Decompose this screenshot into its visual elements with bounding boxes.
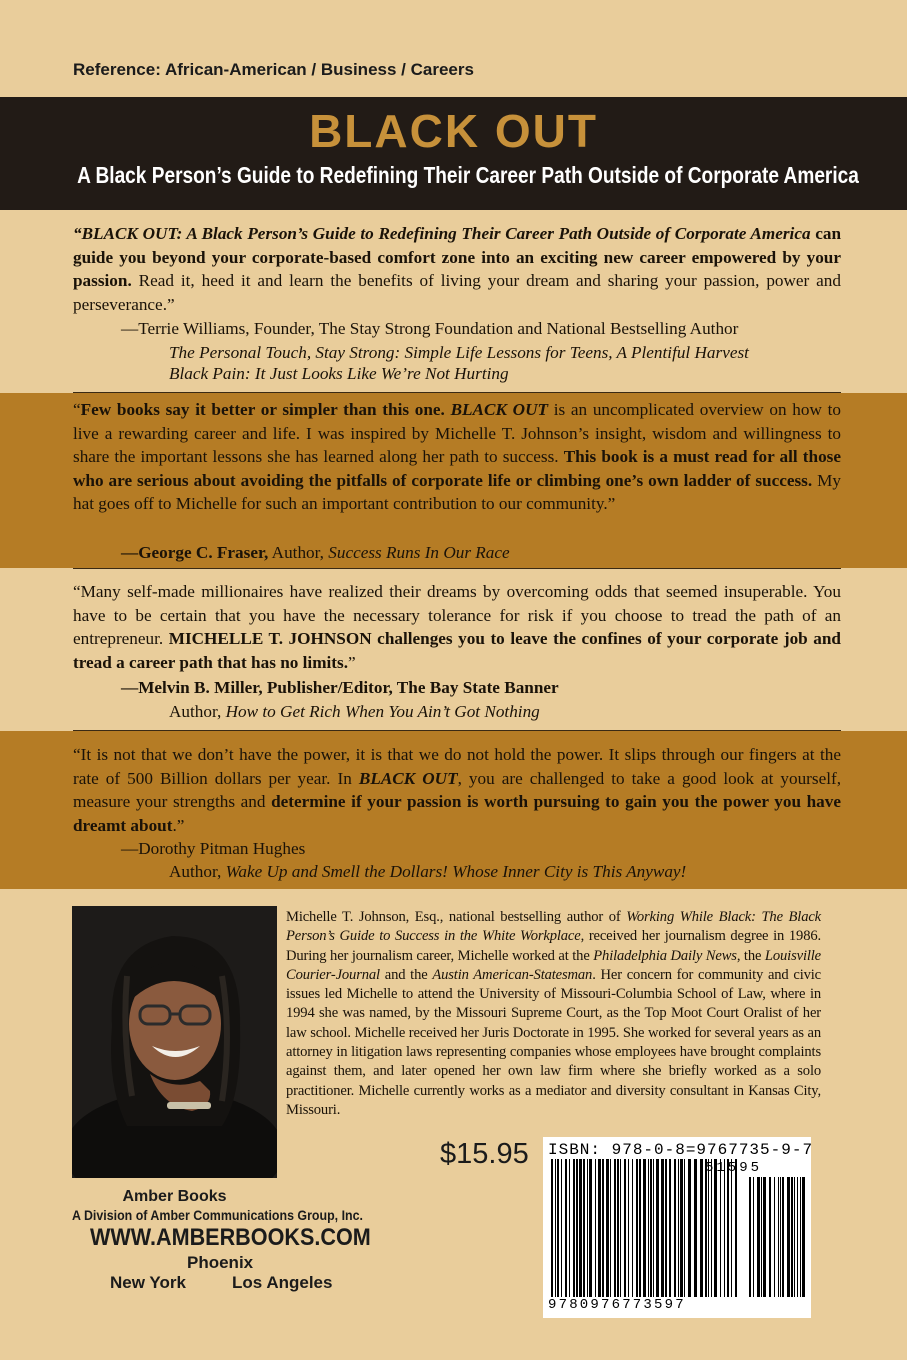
testimonial-1 — [73, 222, 841, 316]
quote2-mid: is an uncomplicated overview on how to live a rewarding career and life. I was inspired by Michelle T. Johnson’s insight, wisdom and willingness to share the important lessons she has learned along her path to success. — [73, 400, 841, 467]
bio-text: , received her journalism degree in 1986. During her journalism career, Michelle worked at the — [286, 928, 822, 964]
testimonial-3-attribution — [121, 676, 841, 700]
author-bio — [286, 908, 821, 1120]
testimonial-1-books-line2: Black Pain: It Just Looks Like We’re Not Hurting — [169, 364, 509, 383]
quote4-mid: , you are challenged to take a good look at yourself, measure your strengths and — [73, 768, 841, 812]
bio-name: Michelle T. Johnson, Esq. — [286, 909, 440, 925]
category-line: Reference: African-American / Business / Careers — [73, 60, 474, 79]
testimonial-1-attribution: —Terrie Williams, Founder, The Stay Strong Foundation and National Bestselling Author — [121, 319, 739, 338]
price: $15.95 — [440, 1138, 529, 1170]
bio-text: , the — [736, 947, 765, 964]
addon-number: 51595 — [705, 1160, 763, 1176]
quote1-bold: can guide you beyond your corporate-based comfort zone into an exciting new career empowered by your passion. — [73, 224, 842, 291]
publisher-division: A Division of Amber Communications Group, Inc. — [72, 1208, 363, 1223]
testimonial-2 — [73, 398, 841, 516]
quote3-text: “Many self-made millionaires have realized their dreams by overcoming odds that seemed insuperable. You have to be certain that you have the necessary tolerance for risk if you choose to tread the path of an entrepreneur. — [73, 582, 841, 649]
quote2-rest: My hat goes off to Michelle for such an important contribution to our community.” — [73, 470, 841, 514]
bio-paper: Philadelphia Daily News — [593, 947, 737, 964]
publisher-website[interactable]: WWW.AMBERBOOKS.COM — [90, 1224, 371, 1251]
quote4-bold: determine if your passion is worth pursuing to gain you the power you have dreamt about — [73, 792, 841, 835]
barcode-box — [543, 1137, 814, 1318]
quote4-close: .” — [172, 815, 185, 835]
testimonial-3 — [73, 580, 841, 674]
testimonial-2-attribution — [121, 541, 841, 565]
quote1-rest: Read it, heed it and learn the benefits of living your dream and sharing your passion, power and perseverance.” — [73, 271, 841, 314]
publisher-city-los-angeles: Los Angeles — [232, 1273, 333, 1292]
quote2-attr-role: Author, — [268, 543, 329, 562]
quote2-attr-name: —George C. Fraser, — [121, 543, 269, 562]
publisher-name: Amber Books — [122, 1188, 227, 1205]
quote3-bold: MICHELLE T. JOHNSON challenges you to leave the confines of your corporate job and tread a career path that has no limits. — [73, 629, 841, 672]
quote1-lead: “BLACK OUT: A Black Person’s Guide to Redefining Their Career Path Outside of Corporate America — [73, 224, 811, 243]
testimonial-4-attribution: —Dorothy Pitman Hughes — [121, 839, 306, 858]
testimonial-3-book — [169, 700, 849, 724]
publisher-city-new-york: New York — [110, 1273, 186, 1292]
divider — [73, 730, 841, 731]
bio-text: . Her concern for community and civic issues led Michelle to attend the University of Missouri-Columbia School of Law, where in 1994 she was named, by the Missouri Supreme Court, as the Top Moot Court Oralist of her law school. Michelle received her Juris Doctorate in 1995. She worked for several years as an attorney in litigation laws representing companies whose employees have brought complaints against them, and later opened her own law firm where she briefly worked as a solo practitioner. Michelle currently works as a mediator and diversity consultant in Kansas City, Missouri. — [286, 966, 821, 1118]
ean-number: 9780976773597 — [548, 1297, 686, 1313]
divider — [73, 568, 841, 569]
quote2-title-ref: BLACK OUT — [450, 400, 548, 419]
quote4-attr-role: Author, — [169, 862, 226, 881]
quote4-title-ref: BLACK OUT — [358, 768, 458, 788]
bio-text: and the — [379, 966, 433, 983]
testimonial-4 — [73, 743, 841, 837]
quote2-attr-book: Success Runs In Our Race — [328, 543, 510, 562]
book-title: BLACK OUT — [309, 105, 598, 157]
testimonial-1-books-line1: The Personal Touch, Stay Strong: Simple Life Lessons for Teens, A Plentiful Harvest — [169, 343, 749, 362]
quote2-open: “ — [73, 400, 81, 419]
book-subtitle: A Black Person’s Guide to Redefining Their Career Path Outside of Corporate America — [77, 162, 859, 188]
quote4-attr-book: Wake Up and Smell the Dollars! Whose Inner City is This Anyway! — [225, 862, 687, 881]
bio-book: Working While Black: The Black Person’s Guide to Success in the White Workplace — [286, 909, 822, 945]
author-photo — [72, 906, 277, 1178]
testimonial-4-book — [169, 860, 849, 884]
quote3-attr-name: —Melvin B. Miller, Publisher/Editor, The Bay State Banner — [121, 678, 559, 697]
bio-paper: Louisville Courier-Journal — [286, 947, 821, 983]
divider — [73, 392, 841, 393]
quote3-attr-role: Author, — [169, 702, 226, 721]
author-portrait-icon — [72, 906, 277, 1178]
quote4-text: “It is not that we don’t have the power, it is that we do not hold the power. It slips through our fingers at the rate of 500 Billion dollars per year. In — [73, 745, 841, 788]
quote2-bold2: This book is a must read for all those who are serious about avoiding the pitfalls of corporate life or climbing one’s own ladder of success. — [73, 447, 841, 490]
bio-text: , national bestselling author of — [439, 909, 627, 925]
quote3-attr-book: How to Get Rich When You Ain’t Got Nothing — [225, 702, 540, 721]
quote2-bold1: Few books say it better or simpler than this one. — [80, 400, 445, 419]
publisher-city-phoenix: Phoenix — [187, 1253, 254, 1272]
quote3-close: ” — [348, 652, 356, 672]
isbn-label: ISBN: 978-0-8=9767735-9-7 — [548, 1141, 814, 1159]
bio-paper: Austin American-Statesman — [432, 966, 593, 983]
barcode-graphic-icon — [543, 1137, 814, 1318]
